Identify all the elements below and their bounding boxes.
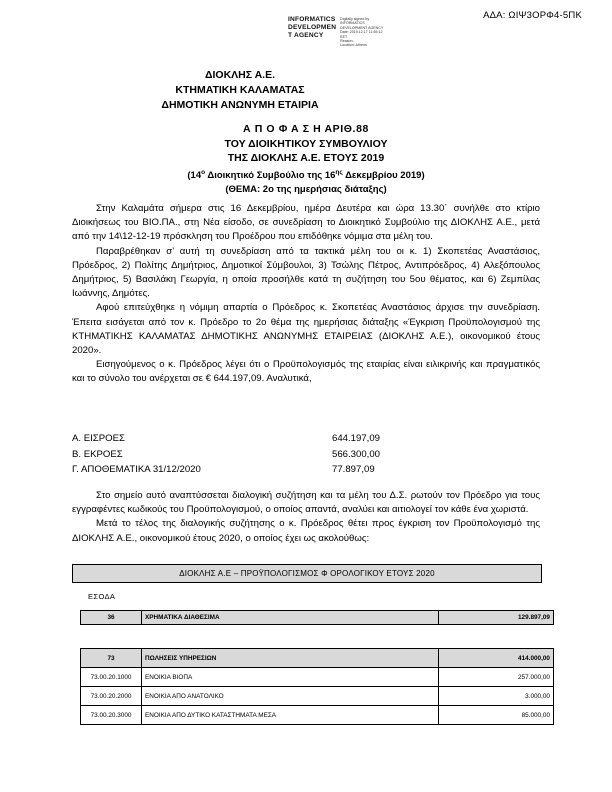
ida-logo-line-3: T AGENCY [288, 32, 324, 39]
paragraph-2: Παραβρέθηκαν σ’ αυτή τη συνεδρίαση από τα τακτικά μέλη του οι κ. 1) Σκοπετέας Αναστάσιος, Πρόεδρος, 2) Πολίτης Δημήτριος, Δημοτικοί Σύμβουλοι, 3) Τσώλης Πέτρος, Αντιπρόεδρος, 4) Αλεξόπουλος Δημήτριος, 5) Βασιλάκη Γεωργία, η οποία προσήλθε κατά τη συζήτηση του 5ου θέματος, και 6) Ζεμπίλας Ιωάννης, Δημότες. [72, 245, 540, 300]
row-code: 73.00.20.3000 [81, 706, 142, 725]
amount-row [72, 447, 540, 463]
paragraph-1: Στην Καλαμάτα σήμερα στις 16 Δεκεμβρίου, ημέρα Δευτέρα και ώρα 13.30΄ συνήλθε στο κτίριο Διοικήσεως του ΒΙΟ.ΠΑ., στη Νέα είσοδο, σε συνεδρίαση το Διοικητικό Συμβούλιο της ΔΙΟΚΛΗΣ Α.Ε., μετά από την 14\12-12-19 πρόσκληση του Προέδρου που επιδόθηκε νόμιμα στα μέλη του. [72, 203, 540, 243]
company-heading [90, 68, 390, 113]
decision-heading [0, 122, 612, 198]
decision-board: ΤΟΥ ΔΙΟΙΚΗΤΙΚΟΥ ΣΥΜΒΟΥΛΙΟΥ [224, 137, 388, 150]
paragraph-3: Αφού επιτεύχθηκε η νόμιμη απαρτία ο Πρόεδρος κ. Σκοπετέας Αναστάσιος άρχισε την συνεδρίαση. Έπειτα εισάγεται από τον κ. Πρόεδρο το 2ο θέμα της ημερήσιας διάταξης «Έγκριση Προϋπολογισμού της ΚΤΗΜΑΤΙΚΗΣ ΚΑΛΑΜΑΤΑΣ ΔΗΜΟΤΙΚΗΣ ΑΝΩΝΥΜΗΣ ΕΤΑΙΡΕΙΑΣ (ΔΙΟΚΛΗΣ Α.Ε.), οικονομικού έτους 2020». [72, 302, 540, 357]
company-type: ΔΗΜΟΤΙΚΗ ΑΝΩΝΥΜΗ ΕΤΑΙΡΙΑ [161, 99, 319, 111]
table-row [81, 706, 554, 725]
signature-line-5: EET [340, 34, 348, 39]
row-code: 73 [81, 649, 142, 668]
amount-value: 644.197,09 [332, 433, 381, 444]
row-description: ΕΝΟΙΚΙΑ ΑΠΟ ΔΥΤΙΚΟ ΚΑΤΑΣΤΗΜΑΤΑ ΜΕΣΑ [142, 706, 439, 725]
table-row [81, 611, 554, 625]
amount-label: Β. ΕΚΡΟΕΣ [72, 448, 123, 460]
amount-value: 77.897,09 [332, 464, 375, 475]
table-row [81, 687, 554, 706]
table-row [81, 649, 554, 668]
row-description: ΠΩΛΗΣΕΙΣ ΥΠΗΡΕΣΙΩΝ [142, 649, 439, 668]
digital-signature-details [340, 16, 383, 48]
ida-logo-line-2: DEVELOPMEN [288, 24, 337, 31]
paragraph-5: Στο σημείο αυτό αναπτύσσεται διαλογική συζήτηση και τα μέλη του Δ.Σ. ρωτούν τον Πρόεδρο για τους εγγραφέντες κωδικούς του Προϋπολογισμού, ο οποίος απαντά, αναλύει και αιτιολογεί τον κάθε ένα χωριστά. [72, 490, 540, 516]
ida-logo-line-1: INFORMATICS [288, 16, 336, 23]
decision-body [72, 202, 540, 387]
table-row [81, 668, 554, 687]
row-description: ΧΡΗΜΑΤΙΚΑ ΔΙΑΘΕΣΙΜΑ [142, 611, 439, 625]
row-value: 85.000,00 [439, 706, 554, 725]
row-value: 257.000,00 [439, 668, 554, 687]
budget-banner-text: ΔΙΟΚΛΗΣ Α.Ε – ΠΡΟΫΠΟΛΟΓΙΣΜΟΣ Φ ΟΡΟΛΟΓΙΚΟΥ ΕΤΟΥΣ 2020 [179, 569, 435, 578]
revenue-section-label: ΕΣΟΔΑ [88, 592, 116, 601]
row-code: 36 [81, 611, 142, 625]
row-value: 3.000,00 [439, 687, 554, 706]
amount-label: Α. ΕΙΣΡΟΕΣ [72, 433, 125, 444]
amount-row [72, 462, 540, 478]
amounts-summary [72, 431, 540, 478]
company-subtitle: ΚΤΗΜΑΤΙΚΗ ΚΑΛΑΜΑΤΑΣ [175, 84, 305, 96]
decision-topic: (ΘΕΜΑ: 2ο της ημερήσιας διάταξης) [225, 184, 387, 196]
signature-line-7: Location: Athens [340, 43, 367, 48]
ada-number: ΑΔΑ: ΩΙΨ3ΟΡΦ4-5ΠΚ [483, 10, 582, 21]
row-code: 73.00.20.2000 [81, 687, 142, 706]
company-name: ΔΙΟΚΛΗΣ Α.Ε. [204, 69, 276, 81]
revenue-table-cash [80, 610, 554, 625]
amount-value: 566.300,00 [332, 448, 381, 460]
signature-line-3: DEVELOPMENT AGENCY [340, 25, 384, 30]
amount-row [72, 431, 540, 447]
paragraph-4: Εισηγούμενος ο κ. Πρόεδρος λέγει ότι ο Προϋπολογισμός της εταιρίας είναι ειλικρινής και πραγματικός και το σύνολο του ανέρχεται σε € 644.197,09. Αναλυτικά, [72, 359, 540, 385]
signature-line-6: Reason: [340, 39, 354, 44]
row-code: 73.00.20.1000 [81, 668, 142, 687]
signature-line-1: Digitally signed by [340, 17, 370, 21]
budget-banner [72, 564, 542, 583]
decision-meeting: ($14^o$ Διοικητικό Συμβούλιο της $16^{\eta\varsigma}$ Δεκεμβρίου 2019) [187, 168, 425, 181]
decision-year: ΤΗΣ ΔΙΟΚΛΗΣ Α.Ε. ΕΤΟΥΣ 2019 [227, 152, 385, 164]
decision-body-continued [72, 489, 540, 546]
revenue-table-services [80, 648, 554, 725]
row-value: 129.897,09 [439, 611, 554, 625]
signature-line-2: INFORMATICS [340, 21, 365, 26]
signature-line-4: Date: 2019.12.17 11:55:12 [340, 30, 383, 35]
amount-label: Γ. ΑΠΟΘΕΜΑΤΙΚΑ 31/12/2020 [72, 464, 201, 475]
row-description: ΕΝΟΙΚΙΑ ΑΠΟ ΑΝΑΤΟΛΙΚΟ [142, 687, 439, 706]
row-value: 414.000,00 [439, 649, 554, 668]
decision-number: Α Π Ο Φ Α Σ Η ΑΡΙΘ.88 [243, 123, 369, 135]
row-description: ΕΝΟΙΚΙΑ ΒΙΟΠΑ [142, 668, 439, 687]
paragraph-6: Μετά το τέλος της διαλογικής συζήτησης ο κ. Πρόεδρος θέτει προς έγκριση τον Προϋπολογισμό της ΔΙΟΚΛΗΣ Α.Ε., οικονομικού έτους 2020, ο οποίος έχει ως ακολούθως: [72, 518, 540, 544]
ida-logo-text [288, 16, 336, 40]
ida-digital-signature-stamp [288, 16, 383, 48]
